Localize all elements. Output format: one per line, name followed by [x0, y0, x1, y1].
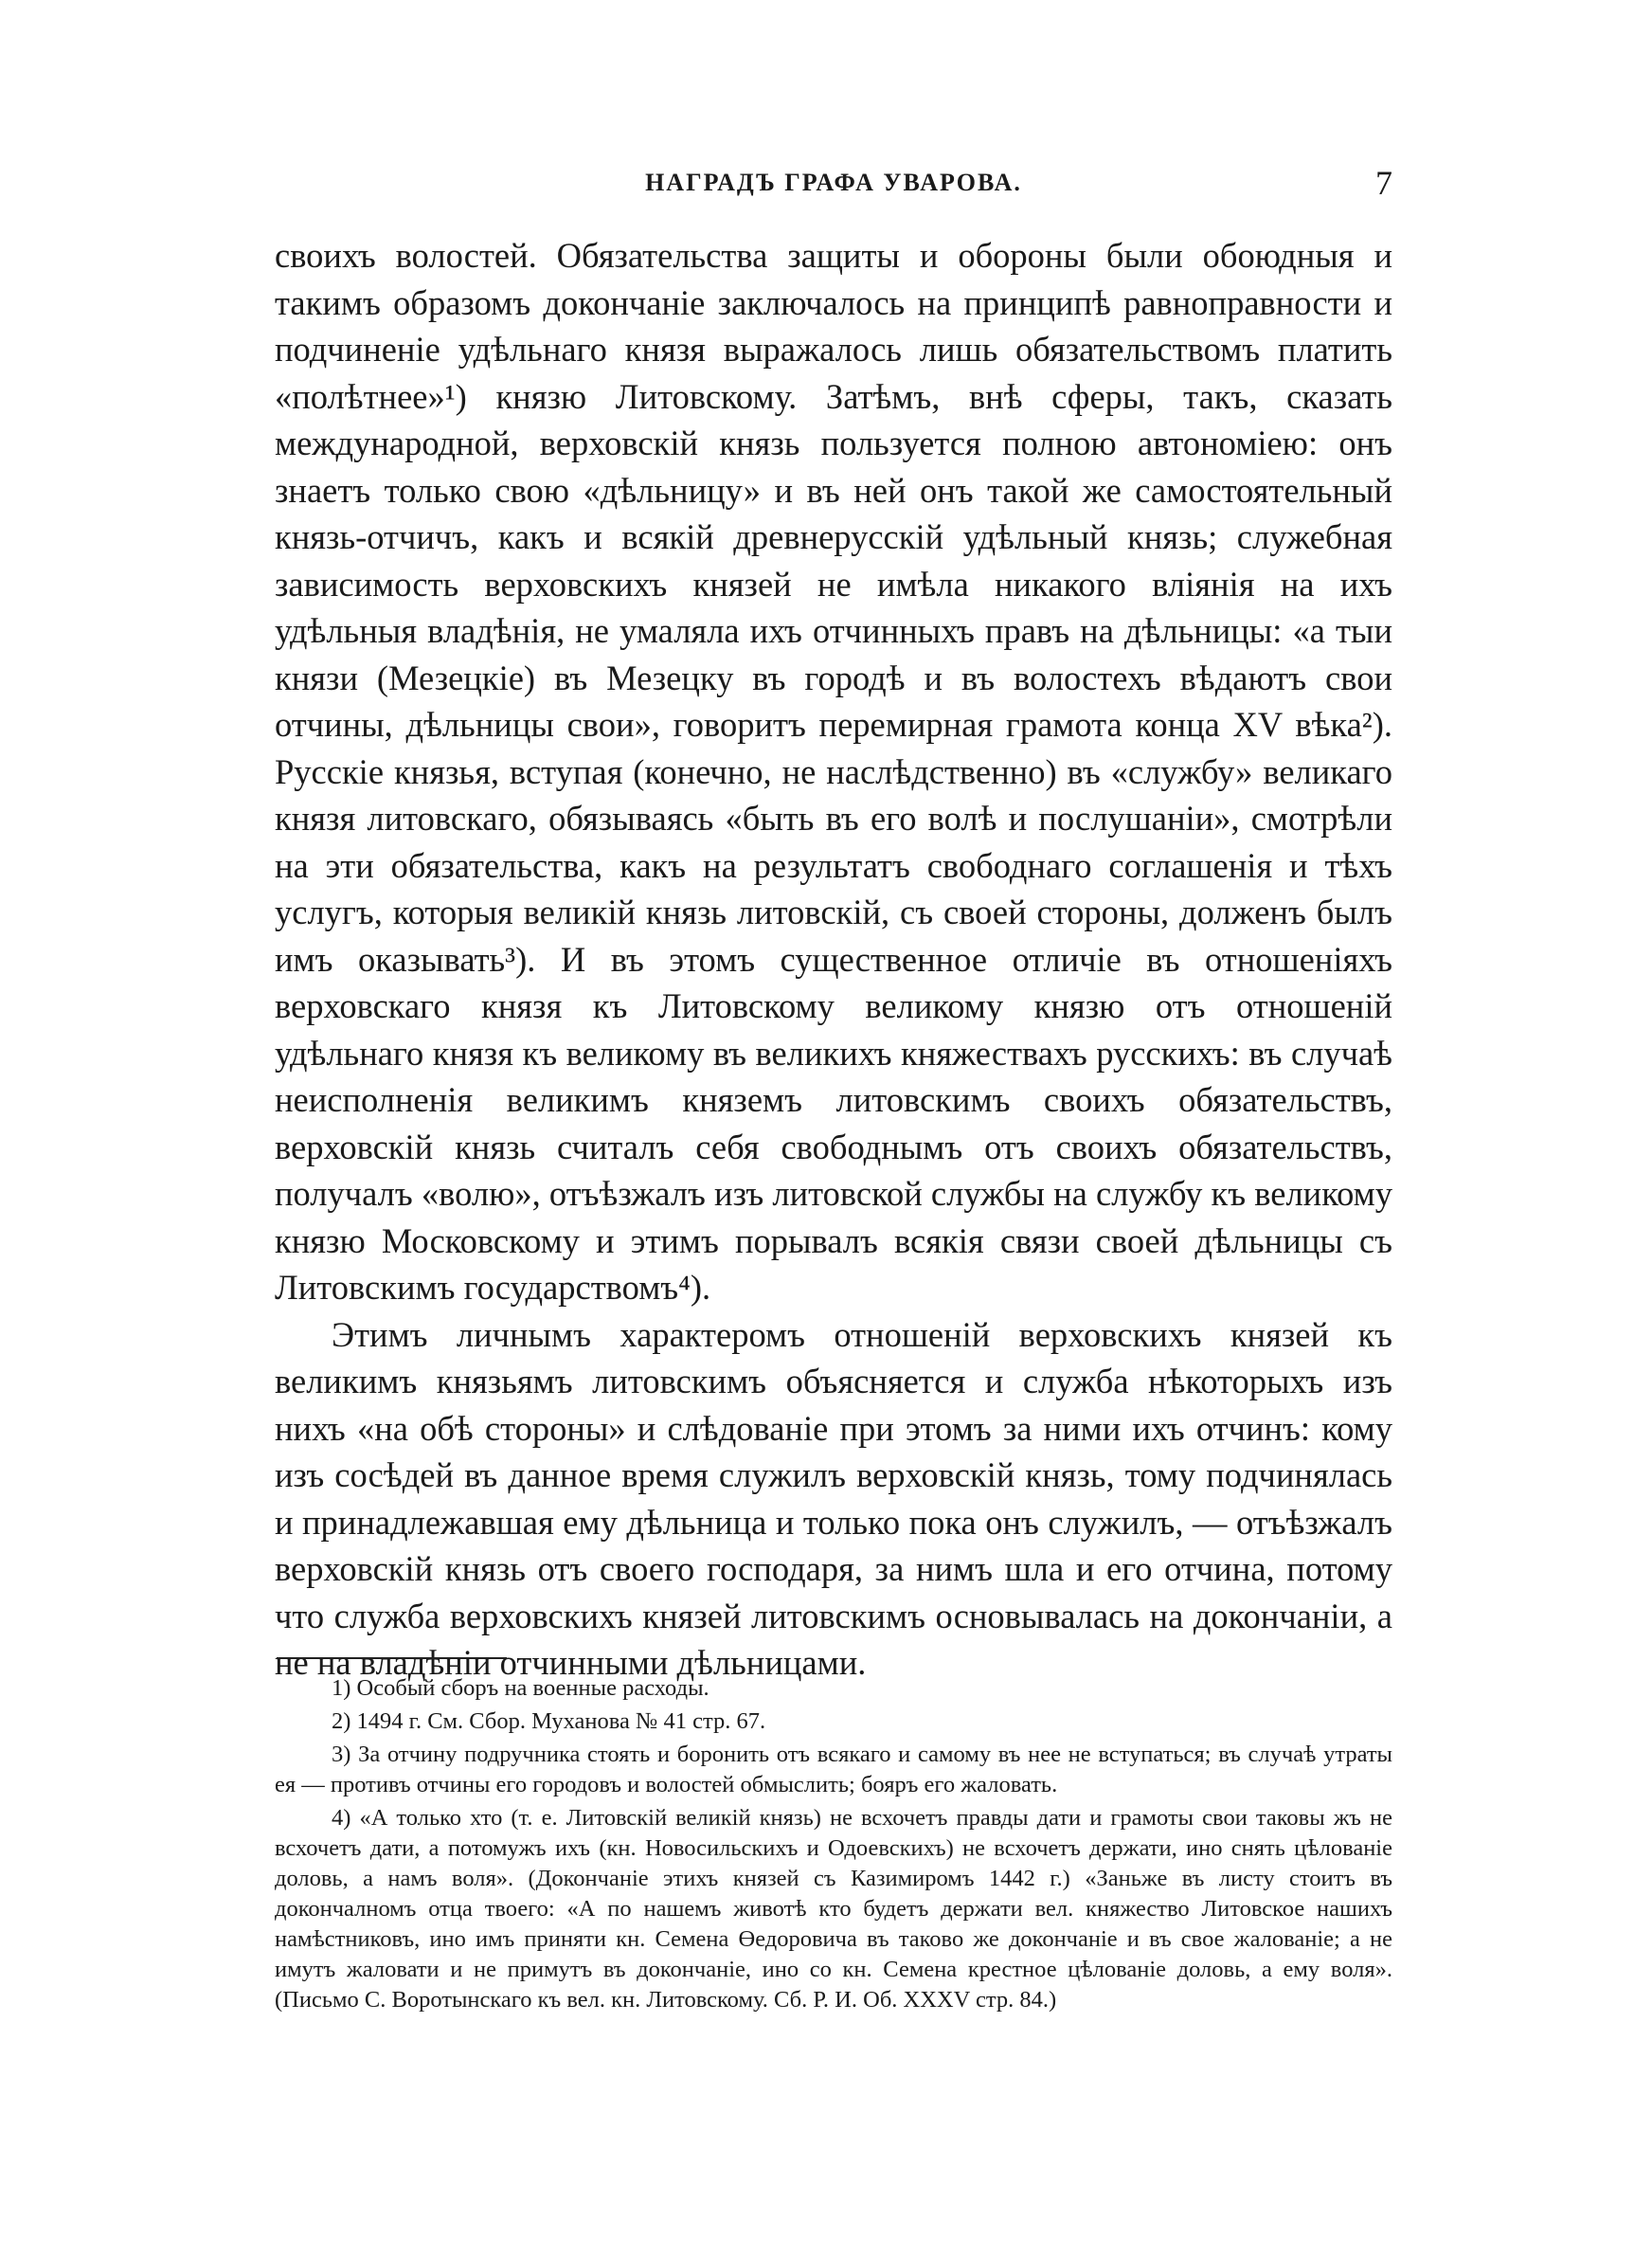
page-number: 7 [1375, 164, 1392, 202]
footnote: 2) 1494 г. См. Сбор. Муханова № 41 стр. 67. [332, 1708, 766, 1734]
paragraph: своихъ волостей. Обязательства защиты и обороны были обоюдныя и такимъ образомъ докончаніе заключалось на принципѣ равноправности и подчиненіе удѣльнаго князя выражалось лишь обязательствомъ платить «полѣтнее»¹) князю Литовскому. Затѣмъ, внѣ сферы, такъ, сказать международной, верховскій князь пользуется полною автономіею: онъ знаетъ только свою «дѣльницу» и въ ней онъ такой же самостоятельный князь-отчичъ, какъ и всякій древнерусскій удѣльный князь; служебная зависимость верховскихъ князей не имѣла никакого вліянія на ихъ удѣльныя владѣнія, не умаляла ихъ отчинныхъ правъ на дѣльницы: «а тыи князи (Мезецкіе) въ Мезецку въ городѣ и въ волостехъ вѣдаютъ свои отчины, дѣльницы свои», говоритъ перемирная грамота конца XV вѣка²). Русскіе князья, вступая (конечно, не наслѣдственно) въ «службу» великаго князя литовскаго, обязываясь «быть въ его волѣ и послушаніи», смотрѣли на эти обязательства, какъ на результатъ свободнаго соглашенія и тѣхъ услугъ, которыя великій князь литовскій, съ своей стороны, долженъ былъ имъ оказывать³). И въ этомъ существенное отличіе въ отношеніяхъ верховскаго князя къ Литовскому великому князю отъ отношеній удѣльнаго князя къ великому въ великихъ княжествахъ русскихъ: въ случаѣ неисполненія великимъ княземъ литовскимъ своихъ обязательствъ, верховскій князь считалъ себя свободнымъ отъ своихъ обязательствъ, получалъ «волю», отъѣзжалъ изъ литовской службы на службу къ великому князю Московскому и этимъ порывалъ всякія связи своей дѣльницы съ Литовскимъ государствомъ⁴). [275, 236, 1392, 1307]
paragraph: Этимъ личнымъ характеромъ отношеній верховскихъ князей къ великимъ князьямъ литовскимъ объясняется и служба нѣкоторыхъ изъ нихъ «на обѣ стороны» и слѣдованіе при этомъ за ними ихъ отчинъ: кому изъ сосѣдей въ данное время служилъ верховскій князь, тому подчинялась и принадлежавшая ему дѣльница и только пока онъ служилъ, — отъѣзжалъ верховскій князь отъ своего господаря, за нимъ шла и его отчина, потому что служба верховскихъ князей литовскимъ основывалась на докончаніи, а не на владѣніи отчинными дѣльницами. [275, 1314, 1392, 1682]
page-header [275, 163, 1392, 210]
running-title: НАГРАДЪ ГРАФА УВАРОВА. [645, 169, 1022, 196]
footnote: 4) «А только хто (т. е. Литовскій великій князь) не всхочетъ правды дати и грамоты свои таковы жъ не всхочетъ дати, а потомужъ ихъ (кн. Новосильскихъ и Одоевскихъ) не всхочетъ держати, ино снять цѣлованіе доловь, а намъ воля». (Докончаніе этихъ князей съ Казимиромъ 1442 г.) «Заньже въ листу стоитъ въ докончалномъ отца твоего: «А по нашемъ животѣ кто будетъ держати вел. княжество Литовское нашихъ намѣстниковъ, ино имъ приняти кн. Семена Өедоровича въ таково же докончаніе и въ свое жалованіе; а не имутъ жаловати и не примутъ въ докончаніе, ино со кн. Семена крестное цѣлованіе доловь, а ему воля». (Письмо С. Воротынскаго къ вел. кн. Литовскому. Сб. Р. И. Об. XXXV стр. 84.) [275, 1805, 1392, 2013]
footnotes [275, 1673, 1392, 2018]
main-text [275, 232, 1392, 1687]
footnote-separator [277, 1657, 507, 1659]
footnote: 1) Особый сборъ на военные расходы. [332, 1675, 709, 1701]
footnote: 3) За отчину подручника стоять и боронить отъ всякаго и самому въ нее не вступаться; въ случаѣ утраты ея — противъ отчины его городовъ и волостей обмыслить; бояръ его жаловать. [275, 1742, 1392, 1797]
